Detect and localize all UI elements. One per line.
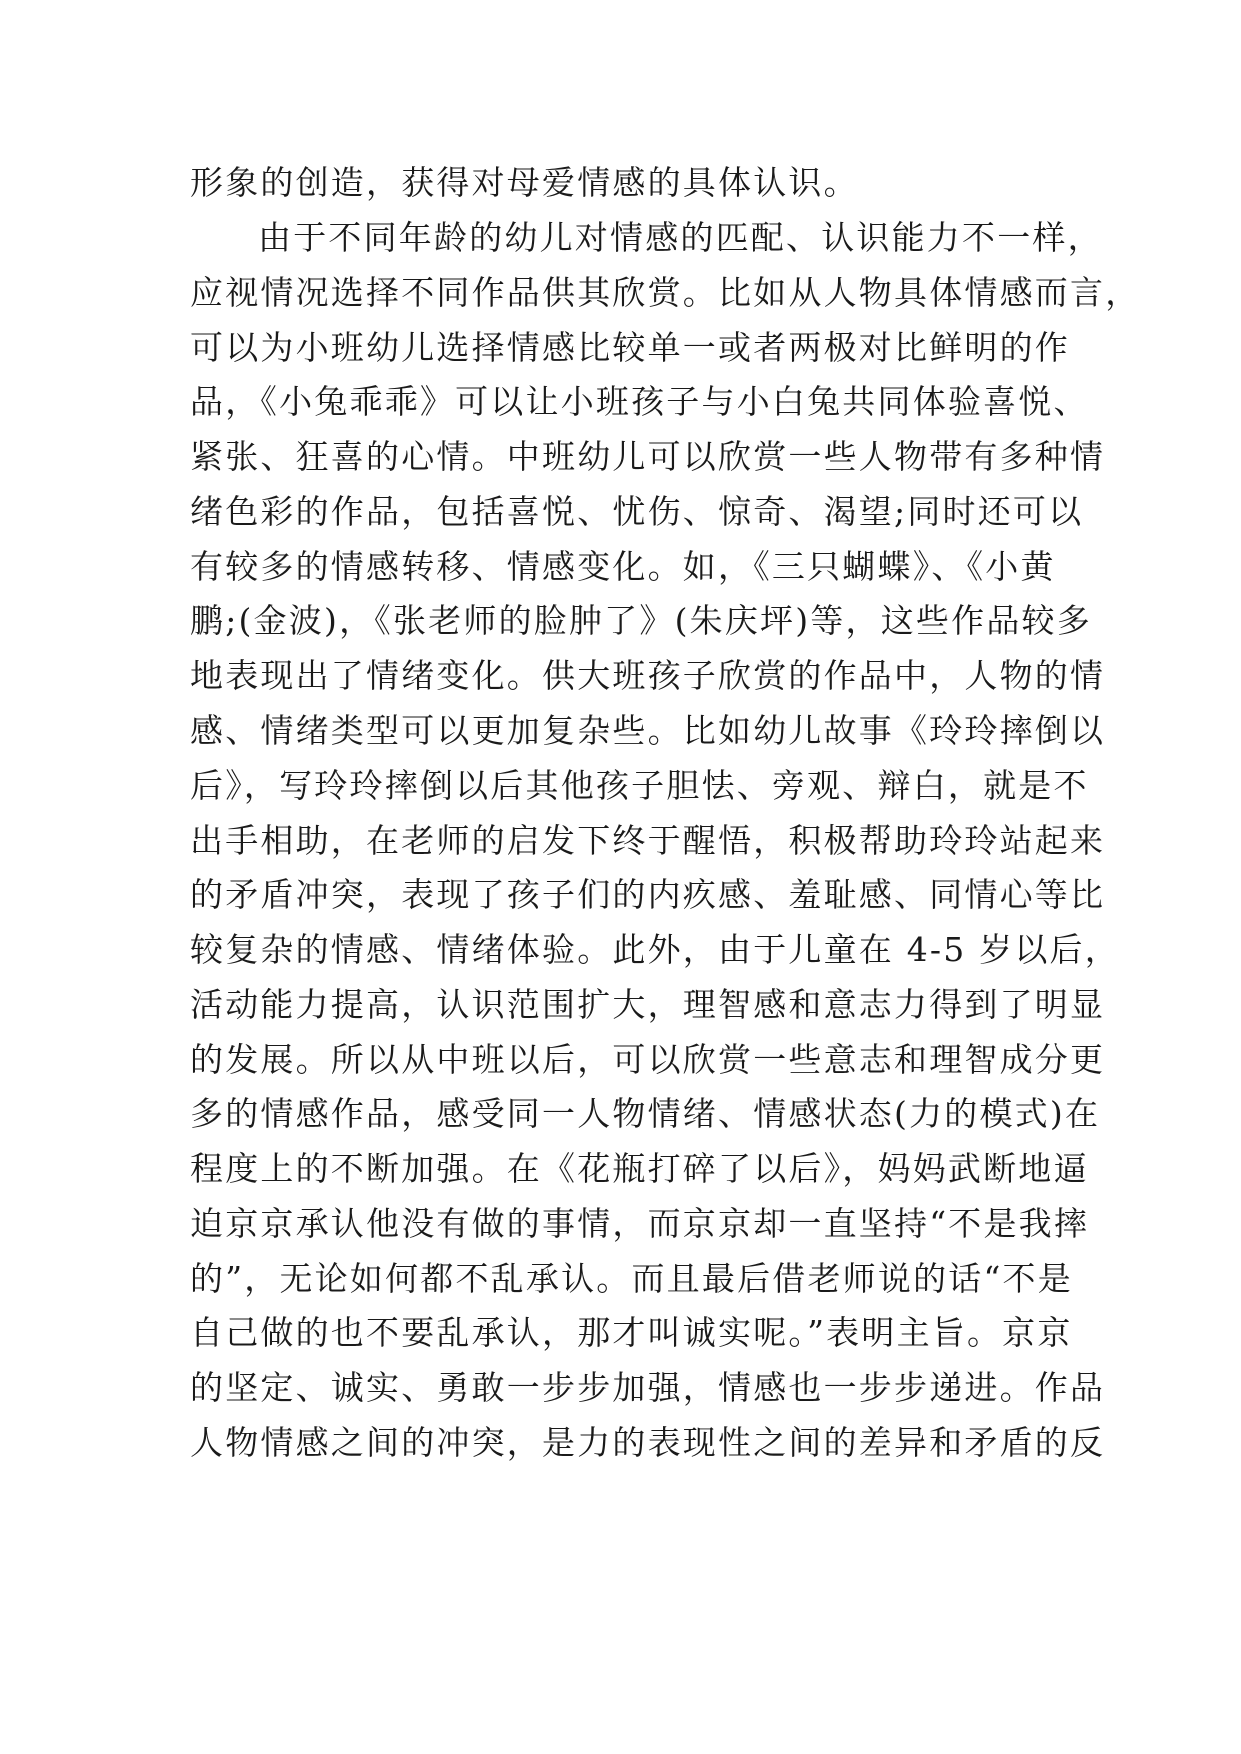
text-line: 出手相助，在老师的启发下终于醒悟，积极帮助玲玲站起来 (190, 821, 1106, 860)
text-line: 鹏;(金波)，《张老师的脸肿了》(朱庆坪)等，这些作品较多 (190, 601, 1092, 640)
text-line: 程度上的不断加强。在《花瓶打碎了以后》，妈妈武断地逼 (190, 1149, 1089, 1188)
text-line: 活动能力提高，认识范围扩大，理智感和意志力得到了明显 (190, 985, 1106, 1024)
text-line: 多的情感作品，感受同一人物情绪、情感状态(力的模式)在 (190, 1094, 1101, 1133)
text-line: 的坚定、诚实、勇敢一步步加强，情感也一步步递进。作品 (190, 1368, 1106, 1407)
text-line: 品，《小兔乖乖》可以让小班孩子与小白兔共同体验喜悦、 (190, 382, 1089, 421)
text-line: 的”，无论如何都不乱承认。而且最后借老师说的话“不是 (190, 1259, 1073, 1298)
text-line: 后》，写玲玲摔倒以后其他孩子胆怯、旁观、辩白，就是不 (190, 766, 1089, 805)
text-line: 自己做的也不要乱承认，那才叫诚实呢。”表明主旨。京京 (190, 1313, 1073, 1352)
text-line: 紧张、狂喜的心情。中班幼儿可以欣赏一些人物带有多种情 (190, 437, 1106, 476)
text-line: 可以为小班幼儿选择情感比较单一或者两极对比鲜明的作 (190, 328, 1070, 367)
text-line: 绪色彩的作品，包括喜悦、忧伤、惊奇、渴望;同时还可以 (190, 492, 1084, 531)
text-line: 有较多的情感转移、情感变化。如，《三只蝴蝶》、《小黄 (190, 547, 1056, 586)
text-line: 迫京京承认他没有做的事情，而京京却一直坚持“不是我摔 (190, 1204, 1090, 1243)
text-line: 应视情况选择不同作品供其欣赏。比如从人物具体情感而言， (190, 273, 1141, 312)
text-line: 较复杂的情感、情绪体验。此外，由于儿童在 4-5 岁以后， (190, 930, 1120, 969)
text-line: 的发展。所以从中班以后，可以欣赏一些意志和理智成分更 (190, 1040, 1106, 1079)
text-line: 形象的创造，获得对母爱情感的具体认识。 (190, 163, 859, 202)
text-line: 地表现出了情绪变化。供大班孩子欣赏的作品中，人物的情 (190, 656, 1106, 695)
paragraph-first-line: 由于不同年龄的幼儿对情感的匹配、认识能力不一样， (258, 218, 1103, 257)
text-line: 的矛盾冲突，表现了孩子们的内疚感、羞耻感、同情心等比 (190, 875, 1106, 914)
text-line: 感、情绪类型可以更加复杂些。比如幼儿故事《玲玲摔倒以 (190, 711, 1106, 750)
text-line: 人物情感之间的冲突，是力的表现性之间的差异和矛盾的反 (190, 1423, 1106, 1462)
